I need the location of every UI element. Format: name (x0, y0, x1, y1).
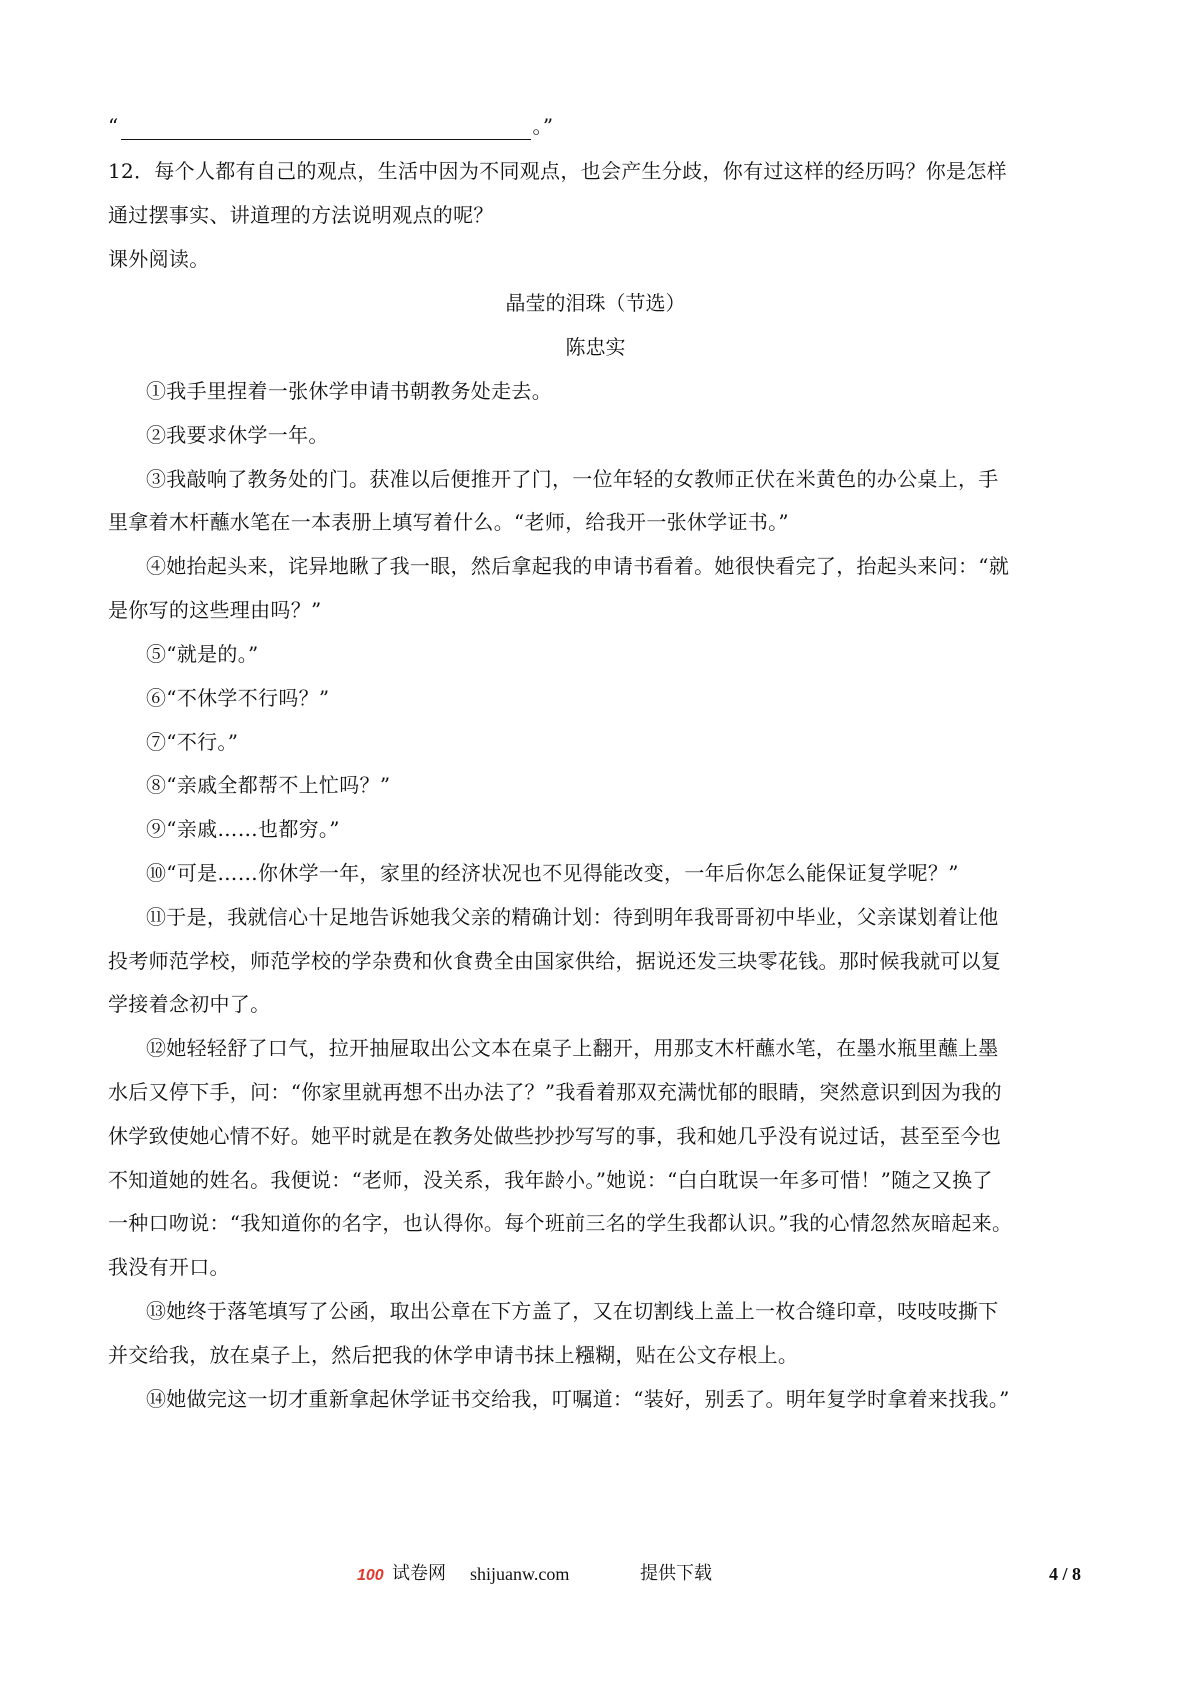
paragraph-line: ⑦“不行。” (146, 730, 239, 754)
paragraph-line: ⑥“不休学不行吗？” (146, 686, 330, 710)
answer-blank-line (108, 112, 553, 140)
paragraph-line: 休学致使她心情不好。她平时就是在教务处做些抄抄写写的事，我和她几乎没有说过话，甚至至今也 (108, 1124, 1002, 1148)
paragraph-line: 里拿着木杆蘸水笔在一本表册上填写着什么。“老师，给我开一张休学证书。” (108, 510, 789, 534)
paragraph-line: ⑤“就是的。” (146, 642, 259, 666)
paragraph-line: ⑫她轻轻舒了口气，拉开抽屉取出公文本在桌子上翻开，用那支木杆蘸水笔，在墨水瓶里蘸上墨 (146, 1036, 999, 1060)
fill-in-blank[interactable] (121, 117, 531, 140)
open-quote: “ (108, 114, 119, 138)
article-title: 晶莹的泪珠（节选） (505, 291, 686, 315)
paragraph-line: ④她抬起头来，诧异地瞅了我一眼，然后拿起我的申请书看着。她很快看完了，抬起头来问：“就 (146, 554, 1010, 578)
close-quote: 。” (532, 114, 554, 138)
paragraph-line: 一种口吻说：“我知道你的名字，也认得你。每个班前三名的学生我都认识。”我的心情忽然灰暗起来。 (108, 1211, 1013, 1235)
article-author: 陈忠实 (565, 335, 626, 359)
paragraph-line: ⑬她终于落笔填写了公函，取出公章在下方盖了，又在切割线上盖上一枚合缝印章，吱吱吱撕下 (146, 1299, 999, 1323)
paragraph-line: ⑪于是，我就信心十足地告诉她我父亲的精确计划：待到明年我哥哥初中毕业，父亲谋划着让他 (146, 905, 999, 929)
paragraph-line: ②我要求休学一年。 (146, 423, 329, 447)
paragraph-line: ⑭她做完这一切才重新拿起休学证书交给我，叮嘱道：“装好，别丢了。明年复学时拿着来找我。” (146, 1387, 1010, 1411)
paragraph-line: 不知道她的姓名。我便说：“老师，没关系，我年龄小。”她说：“白白耽误一年多可惜！”随之又换了 (108, 1168, 993, 1192)
paragraph-line: ③我敲响了教务处的门。获准以后便推开了门，一位年轻的女教师正伏在米黄色的办公桌上，手 (146, 467, 999, 491)
page-number: 4 / 8 (1048, 1564, 1081, 1584)
paragraph-line: 我没有开口。 (108, 1255, 230, 1279)
question-12-line-1: 12．每个人都有自己的观点，生活中因为不同观点，也会产生分歧，你有过这样的经历吗？你是怎样 (108, 159, 1007, 183)
footer-domain[interactable]: shijuanw.com (470, 1564, 570, 1584)
paragraph-line: ⑧“亲戚全都帮不上忙吗？” (146, 773, 391, 797)
paragraph-line: 并交给我，放在桌子上，然后把我的休学申请书抹上糨糊，贴在公文存根上。 (108, 1343, 799, 1367)
paragraph-line: 是你写的这些理由吗？” (108, 598, 322, 622)
paragraph-line: 学接着念初中了。 (108, 992, 271, 1016)
logo-text: 100 (357, 1567, 384, 1584)
paragraph-line: ⑩“可是……你休学一年，家里的经济状况也不见得能改变，一年后你怎么能保证复学呢？” (146, 861, 959, 885)
paragraph-line: ⑨“亲戚……也都穷。” (146, 817, 340, 841)
question-12-line-2: 通过摆事实、讲道理的方法说明观点的呢？ (108, 203, 494, 227)
paragraph-line: 水后又停下手，问：“你家里就再想不出办法了？”我看着那双充满忧郁的眼睛，突然意识到因为我的 (108, 1080, 1002, 1104)
section-label: 课外阅读。 (108, 247, 210, 271)
paragraph-line: 投考师范学校，师范学校的学杂费和伙食费全由国家供给，据说还发三块零花钱。那时候我就可以复 (108, 949, 1002, 973)
footer-site-name: 试卷网 (392, 1563, 446, 1584)
footer-provide-download: 提供下载 (640, 1563, 712, 1584)
paragraph-line: ①我手里捏着一张休学申请书朝教务处走去。 (146, 379, 552, 403)
site-logo-icon (357, 1562, 393, 1586)
